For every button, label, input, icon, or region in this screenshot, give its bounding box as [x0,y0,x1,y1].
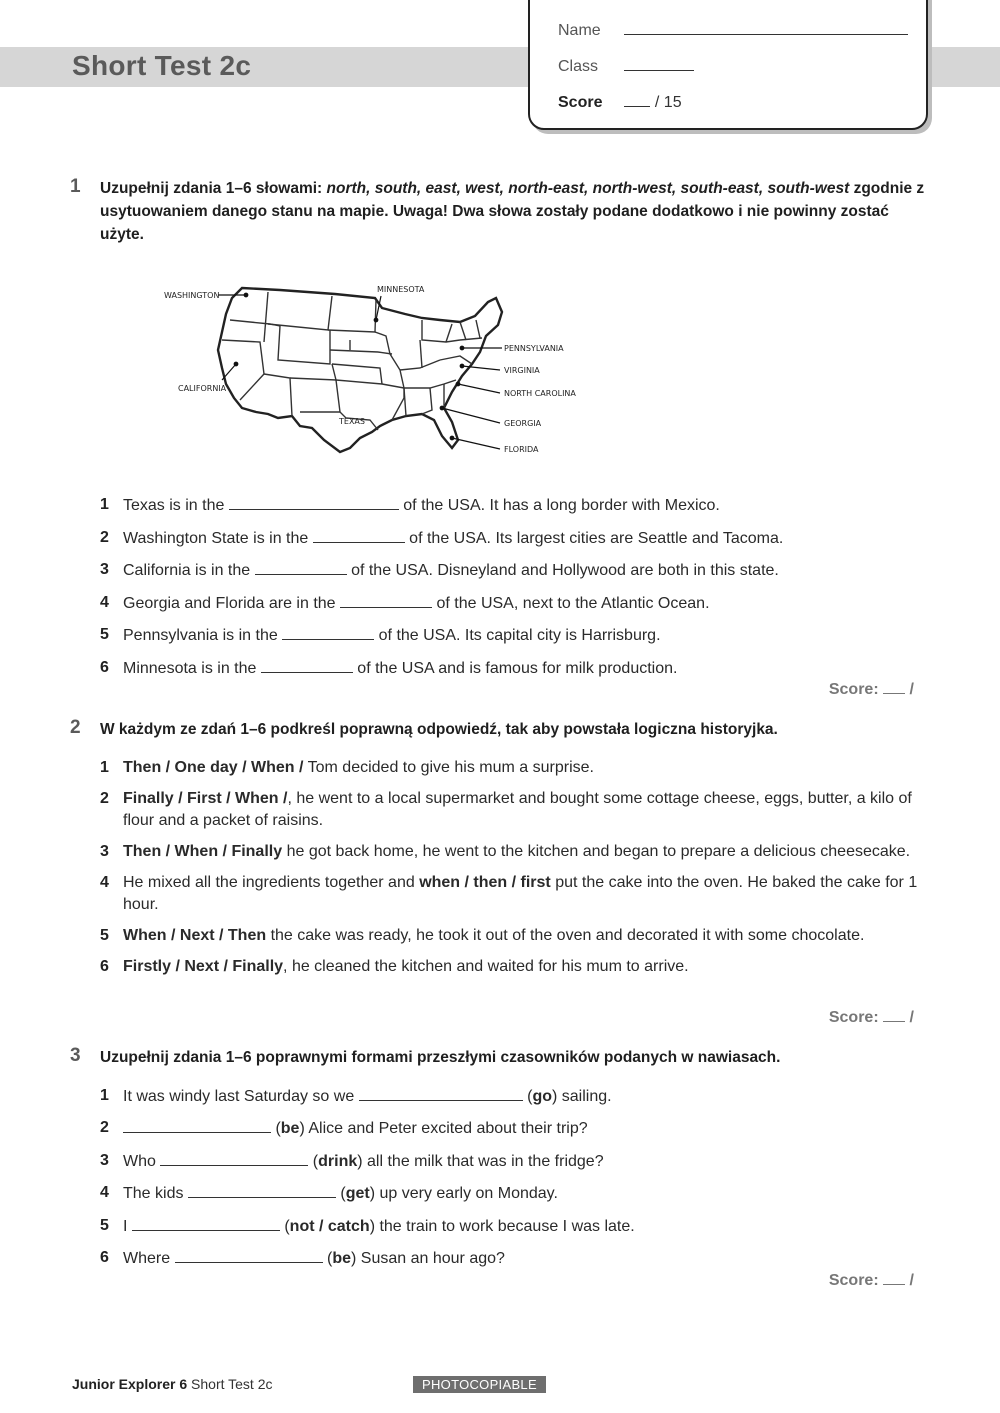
score-label: Score: [828,1009,879,1026]
verb-prompt: drink [318,1152,358,1170]
list-item [100,925,930,947]
answer-blank[interactable] [261,657,353,673]
score-max: / 15 [654,94,682,111]
list-item [100,788,930,832]
instruction-text: zgodnie z usytuowaniem danego stanu na mapie. Uwaga! Dwa słowa zostały podane dodatkowo i nie powinny zostać użyte. [100,180,925,243]
score-label: Score: [828,1272,879,1289]
section-2-number: 2 [70,717,81,738]
item-number: 5 [100,626,109,643]
answer-options[interactable]: when / then / first [419,874,551,891]
item-text: put the cake into the oven. He baked the cake for 1 hour. [123,874,918,913]
footer-test-name: Short Test 2c [191,1376,273,1392]
label-virginia: VIRGINIA [504,366,540,375]
score-blank[interactable] [883,678,905,694]
verb-prompt: not / catch [289,1217,370,1235]
label-california: CALIFORNIA [178,384,227,393]
label-north-carolina: NORTH CAROLINA [504,389,576,398]
instruction-text: Uzupełnij zdania 1–6 słowami: [100,180,327,197]
class-field[interactable] [624,56,694,71]
item-text: ) Alice and Peter excited about their trip? [299,1120,588,1138]
item-number: 4 [100,593,109,611]
answer-blank[interactable] [229,494,399,510]
label-pennsylvania: PENNSYLVANIA [504,344,564,353]
list-item [100,872,930,916]
score-suffix: / [909,681,914,698]
item-number: 2 [100,790,109,807]
item-number: 3 [100,1151,109,1169]
answer-blank[interactable] [359,1085,523,1101]
item-text: , he went to a local supermarket and bought some cottage cheese, eggs, butter, a kilo of flour and a packet of raisins. [123,790,912,829]
score-label: Score [558,94,603,111]
answer-options[interactable]: Then / One day / When / [123,759,304,776]
item-text: He mixed all the ingredients together and [123,874,420,891]
section-3-instruction: Uzupełnij zdania 1–6 poprawnymi formami przeszłymi czasowników podanych w nawiasach. [100,1049,781,1066]
section-1-number: 1 [70,176,81,197]
list-item: 4 The kids (get) up very early on Monday. [100,1184,558,1203]
student-info-box [528,0,928,130]
page-title: Short Test 2c [72,50,252,81]
verb-prompt: get [345,1185,370,1203]
item-text: of the USA. Its capital city is Harrisburg. [374,627,661,644]
score-label: Score: [828,681,879,698]
item-text: I [123,1217,132,1235]
verb-prompt: be [280,1120,300,1138]
item-text: of the USA, next to the Atlantic Ocean. [432,594,710,612]
class-label: Class [558,58,599,75]
score-field[interactable] [624,92,650,107]
item-number: 6 [100,658,109,676]
label-minnesota: MINNESOTA [377,285,425,294]
list-item: 2 (be) Alice and Peter excited about their trip? [100,1119,588,1138]
section-1-score [829,678,914,699]
answer-blank[interactable] [313,527,405,543]
item-text: Georgia and Florida are in the [123,594,341,612]
item-text: of the USA. It has a long border with Mexico. [398,497,720,514]
item-text: Where [123,1249,175,1267]
list-item [100,527,930,550]
answer-options[interactable]: Finally / First / When / [123,790,288,807]
label-florida: FLORIDA [504,445,539,454]
item-text: Tom decided to give his mum a surprise. [303,759,594,776]
list-item [100,624,930,647]
class-row [558,56,694,76]
item-text: ) all the milk that was in the fridge? [357,1152,604,1170]
section-2-items [100,757,930,978]
score-blank[interactable] [883,1269,905,1285]
item-text: the cake was ready, he took it out of the oven and decorated it with some chocolate. [266,927,865,944]
answer-blank[interactable] [340,592,432,608]
photocopiable-badge: PHOTOCOPIABLE [413,1376,546,1393]
list-item [100,956,930,978]
item-number: 5 [100,927,109,944]
item-number: 3 [100,561,109,578]
list-item [100,657,930,680]
item-text: Pennsylvania is in the [123,627,283,644]
list-item [100,559,930,582]
label-georgia: GEORGIA [504,419,542,428]
answer-options[interactable]: Then / When / Finally [123,843,283,860]
item-text: of the USA and is famous for milk production. [352,659,678,677]
item-text: ) the train to work because I was late. [369,1217,635,1235]
name-row [558,20,908,40]
list-item: 5 I (not / catch) the train to work because I was late. [100,1216,635,1235]
score-row [558,92,682,112]
item-text: , he cleaned the kitchen and waited for his mum to arrive. [283,958,689,975]
answer-blank[interactable] [132,1215,280,1231]
usa-outline [218,288,502,452]
item-text: Who [123,1152,161,1170]
answer-blank[interactable] [175,1247,323,1263]
section-3-score [829,1269,914,1290]
answer-blank[interactable] [282,624,374,640]
item-number: 4 [100,1184,109,1202]
item-text: of the USA. Disneyland and Hollywood are both in this state. [346,562,779,579]
section-2-instruction: W każdym ze zdań 1–6 podkreśl poprawną odpowiedź, tak aby powstała logiczna historyjka. [100,721,778,738]
item-text: ) up very early on Monday. [369,1185,558,1203]
section-1-instruction [100,177,930,246]
item-text: he got back home, he went to the kitchen and began to prepare a delicious cheesecake. [282,843,911,860]
item-number: 1 [100,1087,109,1104]
list-item [100,592,930,615]
item-number: 2 [100,528,109,546]
item-text: It was windy last Saturday so we [123,1088,359,1105]
list-item [100,757,930,779]
item-number: 1 [100,496,109,513]
section-2-score [829,1006,914,1027]
item-text: ) sailing. [551,1088,612,1105]
usa-map [160,280,600,460]
score-suffix: / [909,1272,914,1289]
answer-options[interactable]: Firstly / Next / Finally [123,958,284,975]
verb-prompt: go [532,1088,552,1105]
footer [72,1376,273,1392]
answer-blank[interactable] [188,1182,336,1198]
score-suffix: / [909,1009,914,1026]
list-item: 1 It was windy last Saturday so we (go) sailing. [100,1087,612,1105]
answer-blank[interactable] [123,1117,271,1133]
list-item [100,494,930,517]
answer-options[interactable]: When / Next / Then [123,927,267,944]
item-text: ) Susan an hour ago? [351,1249,505,1267]
item-number: 4 [100,874,109,891]
item-text: Texas is in the [123,497,229,514]
item-text: The kids [123,1185,188,1203]
verb-prompt: be [332,1249,352,1267]
answer-blank[interactable] [160,1150,308,1166]
item-text: of the USA. Its largest cities are Seattle and Tacoma. [404,529,784,547]
item-text: California is in the [123,562,255,579]
item-number: 6 [100,958,109,975]
section-3-items [100,1085,930,1270]
answer-blank[interactable] [255,559,347,575]
word-list: north, south, east, west, north-east, north-west, south-east, south-west [326,180,850,197]
item-number: 3 [100,843,109,860]
score-blank[interactable] [883,1006,905,1022]
label-washington: WASHINGTON [164,291,220,300]
list-item: 3 Who (drink) all the milk that was in the fridge? [100,1151,604,1170]
item-number: 6 [100,1248,109,1266]
item-text: Minnesota is in the [123,659,261,677]
name-field[interactable] [624,20,908,35]
list-item: 6 Where (be) Susan an hour ago? [100,1248,505,1267]
footer-book-title: Junior Explorer 6 [72,1376,188,1392]
name-label: Name [558,22,601,39]
section-1-items [100,494,930,680]
item-number: 5 [100,1216,109,1234]
item-number: 2 [100,1119,109,1137]
label-texas: TEXAS [339,417,365,426]
item-number: 1 [100,759,109,776]
list-item [100,841,930,863]
item-text: Washington State is in the [123,529,313,547]
section-3-number: 3 [70,1045,81,1066]
usa-map-svg [160,280,600,460]
